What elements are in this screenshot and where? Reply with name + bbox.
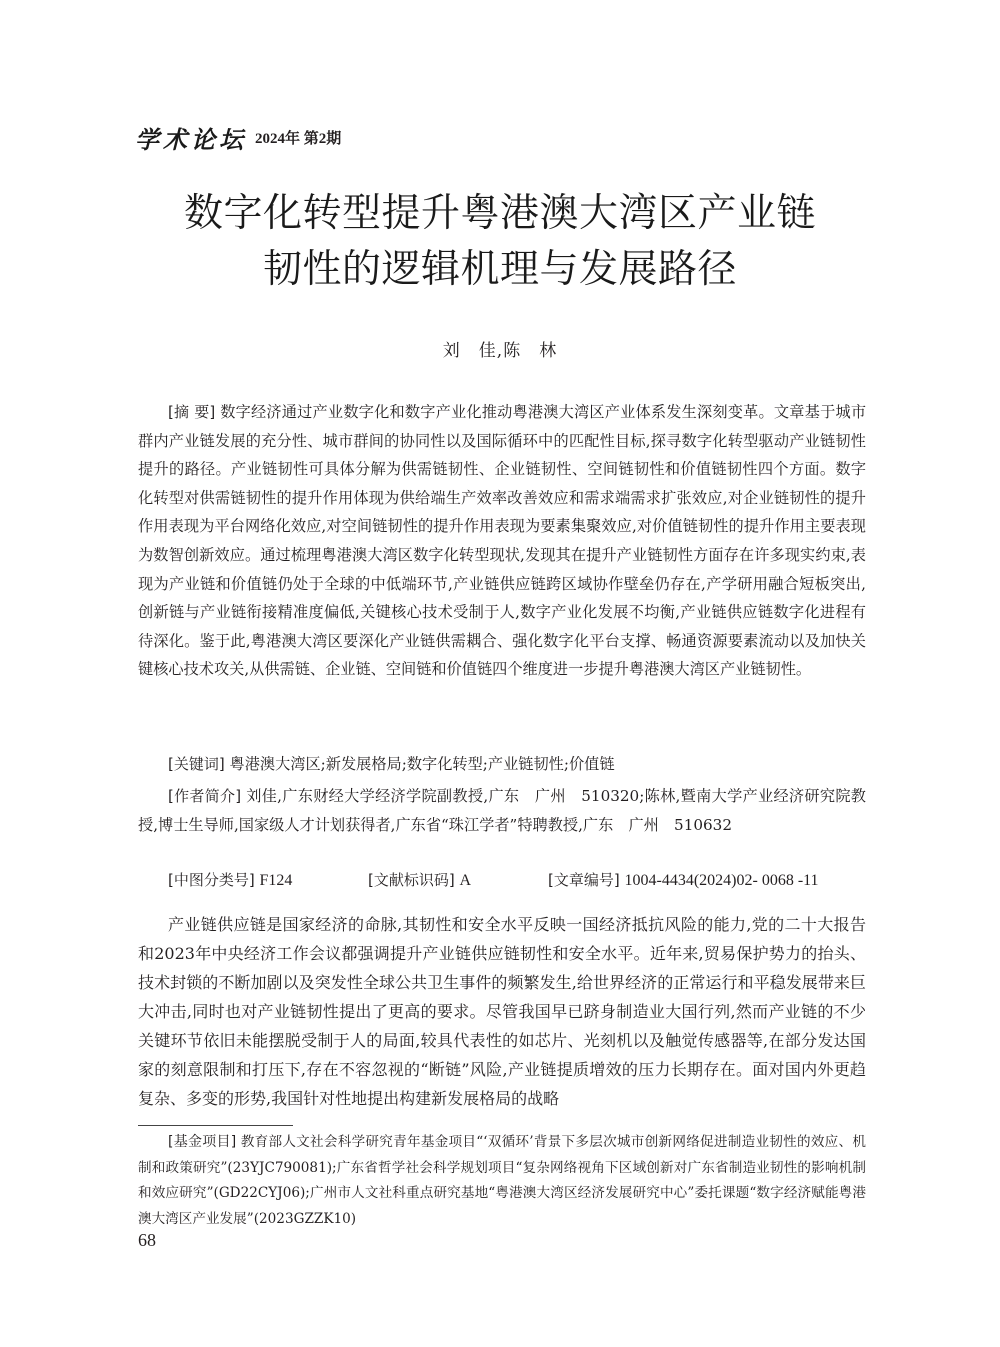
document-code: [文献标识码] A xyxy=(368,871,472,889)
issue-label: 2024年 第2期 xyxy=(255,130,342,147)
authors: 刘 佳,陈 林 xyxy=(442,341,558,361)
author-info-text: 刘佳,广东财经大学经济学院副教授,广东 广州 510320;陈林,暨南大学产业经济研究院教授,博士生导师,国家级人才计划获得者,广东省“珠江学者”特聘教授,广东 广州 510632 xyxy=(138,787,866,834)
footnote-divider xyxy=(138,1125,293,1126)
abstract-text: 数字经济通过产业数字化和数字产业化推动粤港澳大湾区产业体系发生深刻变革。文章基于城市群内产业链发展的充分性、城市群间的协同性以及国际循环中的匹配性目标,探寻数字化转型驱动产业链韧性提升的路径。产业链韧性可具体分解为供需链韧性、企业链韧性、空间链韧性和价值链韧性四个方面。数字化转型对供需链韧性的提升作用体现为供给端生产效率改善效应和需求端需求扩张效应,对企业链韧性的提升作用表现为平台网络化效应,对空间链韧性的提升作用表现为要素集聚效应,对价值链韧性的提升作用主要表现为数智创新效应。通过梳理粤港澳大湾区数字化转型现状,发现其在提升产业链韧性方面存在许多现实约束,表现为产业链和价值链仍处于全球的中低端环节,产业链供应链跨区域协作壁垒仍存在,产学研用融合短板突出,创新链与产业链衔接精准度偏低,关键核心技术受制于人,数字产业化发展不均衡,产业链供应链数字化进程有待深化。鉴于此,粤港澳大湾区要深化产业链供需耦合、强化数字化平台支撑、畅通资源要素流动以及加快关键核心技术攻关,从供需链、企业链、空间链和价值链四个维度进一步提升粤港澳大湾区产业链韧性。 xyxy=(138,403,867,679)
article-number: [文章编号] 1004-4434(2024)02- 0068 -11 xyxy=(548,871,819,889)
body-paragraph: 产业链供应链是国家经济的命脉,其韧性和安全水平反映一国经济抵抗风险的能力,党的二十大报告和2023年中央经济工作会议都强调提升产业链供应链韧性和安全水平。近年来,贸易保护势力的抬头、技术封锁的不断加剧以及突发性全球公共卫生事件的频繁发生,给世界经济的正常运行和平稳发展带来巨大冲击,同时也对产业链韧性提出了更高的要求。尽管我国早已跻身制造业大国行列,然而产业链的不少关键环节依旧未能摆脱受制于人的局面,较具代表性的如芯片、光刻机以及触觉传感器等,在部分发达国家的刻意限制和打压下,存在不容忽视的“断链”风险,产业链提质增效的压力长期存在。面对国内外更趋复杂、多变的形势,我国针对性地提出构建新发展格局的战略 xyxy=(138,915,866,1108)
fund-label: [基金项目] xyxy=(168,1134,237,1150)
keywords xyxy=(138,750,866,779)
journal-header xyxy=(135,120,341,154)
abstract-label: [摘 要] xyxy=(168,403,216,421)
classification-row xyxy=(168,869,868,890)
title-line-1: 数字化转型提升粤港澳大湾区产业链 xyxy=(183,191,816,236)
fund-footnote xyxy=(138,1130,866,1232)
keywords-label: [关键词] xyxy=(168,755,225,773)
fund-text: 教育部人文社会科学研究青年基金项目“‘双循环’背景下多层次城市创新网络促进制造业韧性的效应、机制和政策研究”(23YJC790081);广东省哲学社会科学规划项目“复杂网络视角下区域创新对广东省制造业韧性的影响机制和效应研究”(GD22CYJ06);广州市人文社科重点研究基地“粤港澳大湾区经济发展研究中心”委托课题“数字经济赋能粤港澳大湾区产业发展”(2023GZZK10) xyxy=(138,1134,866,1227)
title-line-2: 韧性的逻辑机理与发展路径 xyxy=(262,247,737,292)
article-title xyxy=(120,186,880,298)
journal-logo: 学术论坛 xyxy=(135,124,247,154)
page-number: 68 xyxy=(138,1230,156,1250)
author-info xyxy=(138,782,866,839)
abstract xyxy=(138,398,866,684)
clc-code: [中图分类号] F124 xyxy=(168,871,293,889)
author-info-label: [作者简介] xyxy=(168,787,242,805)
keywords-text: 粤港澳大湾区;新发展格局;数字化转型;产业链韧性;价值链 xyxy=(229,755,615,773)
